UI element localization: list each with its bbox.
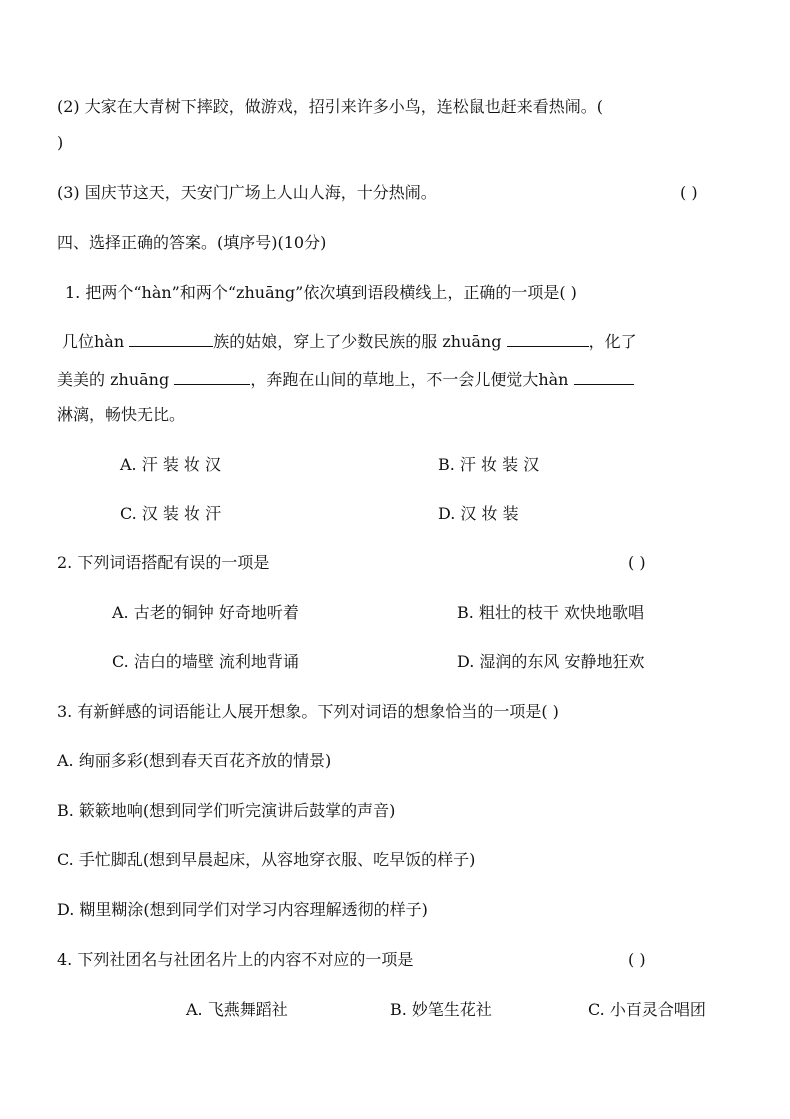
section-4-heading: 四、选择正确的答案。(填序号)(10分) — [57, 233, 327, 252]
question-4-1-option-b[interactable]: B. 汗 妆 装 汉 — [438, 455, 540, 474]
passage-text: 族的姑娘，穿上了少数民族的服 zhuāng — [213, 332, 502, 351]
question-4-1-stem: 1. 把两个“hàn”和两个“zhuāng”依次填到语段横线上，正确的一项是( ) — [65, 283, 577, 302]
question-4-3-option-a[interactable]: A. 绚丽多彩(想到春天百花齐放的情景) — [57, 751, 332, 770]
question-4-2-answer-paren: ( ) — [628, 553, 646, 572]
question-4-4-option-c[interactable]: C. 小百灵合唱团 — [588, 1000, 706, 1019]
question-4-3-option-c[interactable]: C. 手忙脚乱(想到早晨起床，从容地穿衣服、吃早饭的样子) — [57, 850, 476, 869]
fill-blank[interactable] — [174, 370, 250, 385]
question-4-2-option-b[interactable]: B. 粗壮的枝干 欢快地歌唱 — [457, 603, 645, 622]
question-4-3-option-d[interactable]: D. 糊里糊涂(想到同学们对学习内容理解透彻的样子) — [57, 900, 428, 919]
fill-blank[interactable] — [574, 370, 634, 385]
passage-text: ，化了 — [588, 332, 637, 351]
question-3-2-paren-wrap: ) — [57, 133, 64, 152]
question-4-4-answer-paren: ( ) — [628, 950, 646, 969]
question-3-3-answer-paren: ( ) — [680, 183, 698, 202]
question-4-1-option-c[interactable]: C. 汉 装 妆 汗 — [120, 504, 222, 523]
question-4-1-passage-line-2 — [57, 370, 634, 390]
question-3-3-text: (3) 国庆节这天，天安门广场上人山人海，十分热闹。 — [57, 183, 437, 202]
fill-blank[interactable] — [507, 332, 589, 347]
fill-blank[interactable] — [129, 332, 213, 347]
question-4-2-stem: 2. 下列词语搭配有误的一项是 — [57, 553, 270, 572]
question-4-2-option-a[interactable]: A. 古老的铜钟 好奇地听着 — [112, 603, 299, 622]
passage-text: 美美的 zhuāng — [57, 370, 170, 389]
question-3-2-text: (2) 大家在大青树下摔跤，做游戏，招引来许多小鸟，连松鼠也赶来看热闹。( — [57, 97, 603, 116]
question-4-3-option-b[interactable]: B. 簌簌地响(想到同学们听完演讲后鼓掌的声音) — [57, 801, 396, 820]
question-4-4-stem: 4. 下列社团名与社团名片上的内容不对应的一项是 — [57, 950, 414, 969]
question-4-3-stem: 3. 有新鲜感的词语能让人展开想象。下列对词语的想象恰当的一项是( ) — [57, 702, 559, 721]
question-4-1-option-d[interactable]: D. 汉 妆 装 — [438, 504, 519, 523]
question-4-2-option-c[interactable]: C. 洁白的墙壁 流利地背诵 — [112, 652, 299, 671]
question-4-2-option-d[interactable]: D. 湿润的东风 安静地狂欢 — [457, 652, 645, 671]
question-4-1-passage-line-1 — [62, 332, 637, 352]
question-4-4-option-b[interactable]: B. 妙笔生花社 — [390, 1000, 492, 1019]
question-4-4-option-a[interactable]: A. 飞燕舞蹈社 — [186, 1000, 288, 1019]
passage-text: 几位hàn — [62, 332, 125, 351]
question-4-1-passage-line-3: 淋漓，畅快无比。 — [57, 405, 186, 424]
question-4-1-option-a[interactable]: A. 汗 装 妆 汉 — [120, 455, 221, 474]
passage-text: ，奔跑在山间的草地上，不一会儿便觉大hàn — [250, 370, 569, 389]
